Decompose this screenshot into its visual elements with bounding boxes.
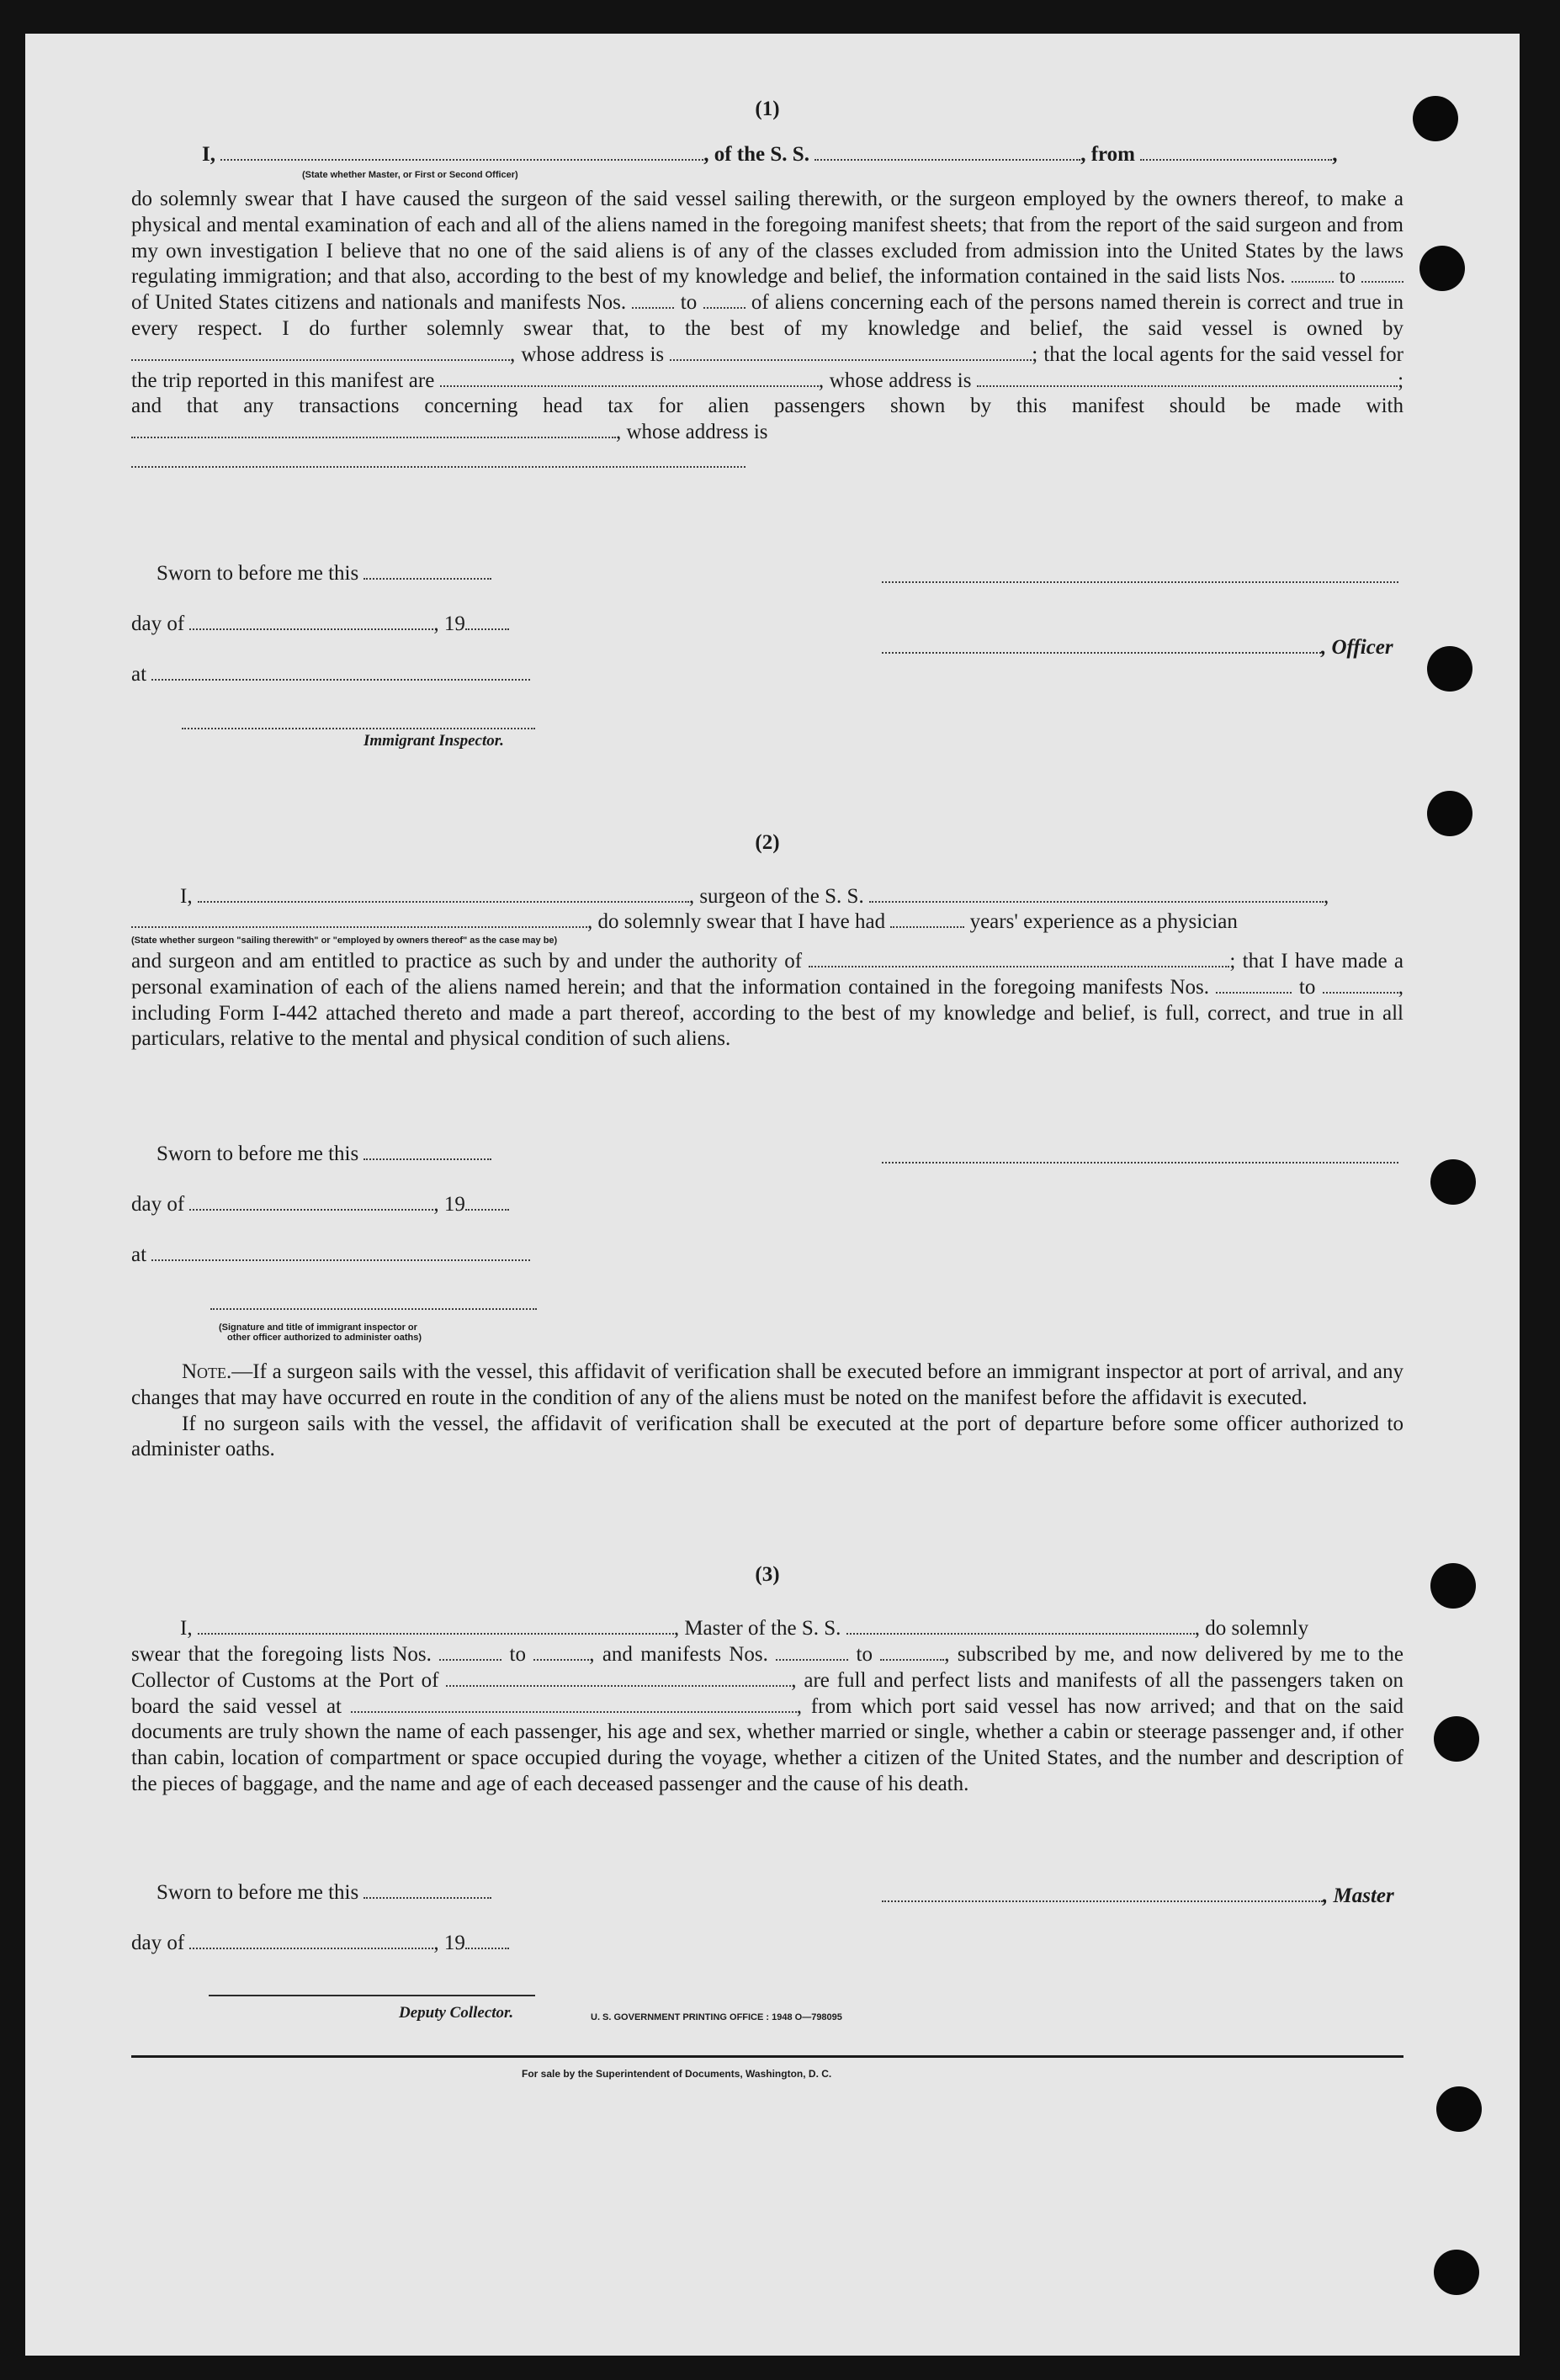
text-years-experience: years' experience as a physician — [969, 910, 1238, 933]
manifests-from-field[interactable] — [776, 1644, 848, 1661]
note-label: Note. — [182, 1360, 232, 1383]
month-field[interactable] — [189, 613, 433, 630]
punch-hole — [1434, 1716, 1479, 1762]
manifests-from-field[interactable] — [1216, 977, 1292, 994]
surgeon-status-field[interactable] — [131, 911, 587, 928]
sworn-label: Sworn to before me this — [157, 562, 359, 585]
master-text-part4: , are full and perfect lists and manifests of all the passengers taken on board the said vessel at — [131, 1668, 1403, 1718]
day-of-line — [131, 1193, 509, 1217]
day-of-label: day of — [131, 1932, 185, 1954]
text-comma: , — [1332, 143, 1338, 166]
note-text-1: —If a surgeon sails with the vessel, this affidavit of verification shall be executed before an immigrant inspector at port of arrival, and any changes that may have occurred en route in the condition of any of the aliens must be noted on the manifest before the affidavit is executed. — [131, 1360, 1403, 1409]
oath-text-part2: of United States citizens and nationals and manifests Nos. — [131, 291, 627, 315]
form-page — [25, 34, 1520, 2356]
vessel-name-field[interactable] — [869, 886, 1324, 903]
text-of-ss: , of the S. S. — [703, 143, 809, 166]
master-text-part2: , and manifests Nos. — [589, 1643, 768, 1666]
officer-signature-field[interactable] — [882, 637, 1321, 654]
note-text-2: If no surgeon sails with the vessel, the affidavit of verification shall be executed at the port of departure before some officer authorized to administer oaths. — [131, 1412, 1403, 1461]
officer-signature-line — [882, 636, 1393, 660]
years-field[interactable] — [890, 911, 964, 928]
day-of-line — [131, 612, 509, 636]
section-number: (2) — [755, 831, 780, 854]
text-comma: , — [1323, 885, 1329, 908]
lists-from-field[interactable] — [439, 1644, 501, 1661]
vessel-name-field[interactable] — [846, 1618, 1195, 1635]
text-do-solemnly: , do solemnly — [1194, 1617, 1309, 1640]
text-whose-address: , whose address is — [616, 421, 768, 444]
surgeon-second-line — [131, 910, 1238, 934]
master-text-part1: swear that the foregoing lists Nos. — [131, 1643, 432, 1666]
at-label: at — [131, 663, 147, 686]
inspector-signature-line[interactable] — [210, 1292, 537, 1316]
at-label: at — [131, 1243, 147, 1266]
month-field[interactable] — [189, 1932, 433, 1949]
master-text-part5: , from which port said vessel has now arrived; and that on the said documents are truly shown the name of each passenger, his age and sex, whether married or single, whether a cabin or steerage passenger and, if other than cabin, location of compartment or space occupied during the voyage, whether a citizen of the United States, and the number and description of the pieces of baggage, and the name and age of each deceased passenger and the cause of his death. — [131, 1694, 1404, 1795]
year-field[interactable] — [465, 613, 509, 630]
manifests-to-field[interactable] — [1323, 977, 1398, 994]
section-number: (3) — [755, 1563, 780, 1586]
master-label: , Master — [1323, 1884, 1394, 1907]
punch-hole — [1427, 646, 1472, 692]
text-i: I, — [202, 143, 215, 166]
sales-note: For sale by the Superintendent of Documents, Washington, D. C. — [522, 2068, 832, 2080]
surgeon-text-part2: that I have made a personal examination of each of the aliens named herein; and that the information contained in the foregoing manifests Nos. — [131, 950, 1404, 999]
section-number: (1) — [755, 98, 780, 120]
text-semicolon: ; — [1032, 342, 1038, 366]
text-to: to — [680, 291, 698, 315]
master-first-line — [180, 1617, 1308, 1641]
signature-instruction-1: (Signature and title of immigrant inspector or — [219, 1323, 417, 1333]
text-master-of: , Master of the S. S. — [673, 1617, 841, 1640]
surgeon-text-part3: , including Form I-442 attached thereto and made a part thereof, according to the best of my knowledge and belief, is full, correct, and true in all particulars, relative to the mental and physical condition of such aliens. — [131, 975, 1404, 1051]
year-prefix: , 19 — [433, 1193, 465, 1216]
officer-label: , Officer — [1321, 636, 1393, 659]
note-block — [131, 1360, 1403, 1463]
place-field[interactable] — [151, 664, 530, 681]
sworn-label: Sworn to before me this — [157, 1142, 359, 1165]
sworn-date-field[interactable] — [363, 563, 491, 580]
punch-hole — [1427, 791, 1472, 836]
embarkation-port-field[interactable] — [351, 1696, 797, 1713]
text-to: to — [1298, 975, 1316, 999]
vessel-name-field[interactable] — [814, 144, 1080, 161]
year-field[interactable] — [465, 1932, 509, 1949]
head-tax-contact-field[interactable] — [131, 421, 616, 438]
collector-label: Deputy Collector. — [399, 2004, 514, 2022]
printing-office-note: U. S. GOVERNMENT PRINTING OFFICE : 1948 O—798095 — [591, 2012, 842, 2022]
text-to: to — [856, 1643, 873, 1666]
officer-signature-top-line[interactable] — [882, 565, 1398, 589]
punch-hole — [1430, 1159, 1476, 1205]
text-whose-address: , whose address is — [510, 342, 665, 366]
surgeon-status-instruction: (State whether surgeon "sailing therewith" or "employed by owners thereof" as the case may be) — [131, 936, 558, 946]
head-tax-address-field[interactable] — [131, 451, 746, 468]
authority-field[interactable] — [809, 951, 1229, 967]
sworn-line — [157, 1142, 491, 1166]
surgeon-paragraph — [131, 949, 1403, 1052]
sworn-line — [157, 1881, 491, 1905]
master-signature-line — [882, 1884, 1394, 1908]
lists-from-field[interactable] — [1292, 266, 1334, 283]
oath-text-part4: that the local agents for the said vessel for the trip reported in this manifest are — [131, 342, 1403, 392]
manifests-from-field[interactable] — [632, 292, 674, 309]
at-line — [131, 663, 530, 686]
oath-paragraph — [131, 187, 1403, 472]
text-swear: , do solemnly swear that I have had — [587, 910, 886, 933]
text-from: , from — [1080, 143, 1135, 166]
punch-hole — [1419, 246, 1465, 291]
surgeon-signature-line[interactable] — [882, 1146, 1398, 1169]
lists-to-field[interactable] — [1361, 266, 1403, 283]
lists-to-field[interactable] — [533, 1644, 589, 1661]
sworn-label: Sworn to before me this — [157, 1881, 359, 1904]
sworn-date-field[interactable] — [363, 1143, 491, 1160]
local-agents-field[interactable] — [440, 370, 819, 387]
officer-name-field[interactable] — [220, 144, 703, 161]
text-comma: , — [818, 368, 825, 392]
surgeon-name-field[interactable] — [198, 886, 689, 903]
punch-hole — [1430, 1563, 1476, 1609]
owner-field[interactable] — [131, 344, 510, 361]
master-name-field[interactable] — [198, 1618, 674, 1635]
sworn-line — [157, 562, 491, 586]
day-of-label: day of — [131, 612, 185, 635]
inspector-label: Immigrant Inspector. — [363, 732, 504, 750]
manifests-to-field[interactable] — [880, 1644, 944, 1661]
surgeon-text-part1: and surgeon and am entitled to practice as such by and under the authority of — [131, 950, 803, 973]
officer-rank-instruction: (State whether Master, or First or Second Officer) — [302, 170, 518, 180]
year-prefix: , 19 — [433, 612, 465, 635]
master-text-part3: , subscribed by me, and now delivered by me to the Collector of Customs at the Port of — [131, 1643, 1404, 1692]
month-field[interactable] — [189, 1194, 433, 1211]
signature-instruction-2: other officer authorized to administer oaths) — [227, 1333, 422, 1343]
text-to: to — [509, 1643, 526, 1666]
port-field[interactable] — [446, 1670, 791, 1687]
text-surgeon-of: , surgeon of the S. S. — [688, 885, 864, 908]
punch-hole — [1413, 96, 1458, 141]
year-field[interactable] — [465, 1194, 509, 1211]
punch-hole — [1436, 2086, 1482, 2132]
footer-rule — [131, 2055, 1403, 2058]
master-paragraph — [131, 1642, 1403, 1798]
agents-address-field[interactable] — [977, 370, 1398, 387]
oath-text-part6: ; and that any transactions concerning head tax for alien passengers shown by this manifest should be made with — [131, 368, 1404, 418]
sworn-date-field[interactable] — [363, 1882, 491, 1899]
text-to: to — [1339, 265, 1356, 289]
collector-signature-line[interactable] — [209, 1979, 535, 2002]
punch-hole — [1434, 2250, 1479, 2295]
text-i: I, — [180, 885, 193, 908]
day-of-label: day of — [131, 1193, 185, 1216]
day-of-line — [131, 1932, 509, 1955]
surgeon-first-line — [180, 885, 1329, 909]
text-i: I, — [180, 1617, 193, 1640]
manifests-to-field[interactable] — [703, 292, 746, 309]
oath-text-part3: of aliens concerning each of the persons named therein is correct and true in every respect. I do further solemnly swear that, to the best of my knowledge and belief, the said vessel is owned by — [131, 291, 1404, 340]
oath-text-part1: do solemnly swear that I have caused the surgeon of the said vessel sailing therewith, or the surgeon employed by the owners thereof, to make a physical and mental examination of each and all of the aliens named in the foregoing manifest sheets; that from the report of the said surgeon and from my own investigation I believe that no one of the said aliens is of any of the classes excluded from admission into the United States by the laws regulating immigration; and that also, according to the best of my knowledge and belief, the information contained in the said lists Nos. — [131, 188, 1403, 289]
oath-text-part5: whose address is — [829, 368, 972, 392]
year-prefix: , 19 — [433, 1932, 465, 1954]
text-semicolon: ; — [1229, 950, 1236, 973]
departure-port-field[interactable] — [1140, 144, 1332, 161]
at-line — [131, 1243, 530, 1267]
oath-first-line — [202, 143, 1338, 167]
master-signature-field[interactable] — [882, 1885, 1323, 1902]
place-field[interactable] — [151, 1244, 530, 1261]
owner-address-field[interactable] — [670, 344, 1032, 361]
